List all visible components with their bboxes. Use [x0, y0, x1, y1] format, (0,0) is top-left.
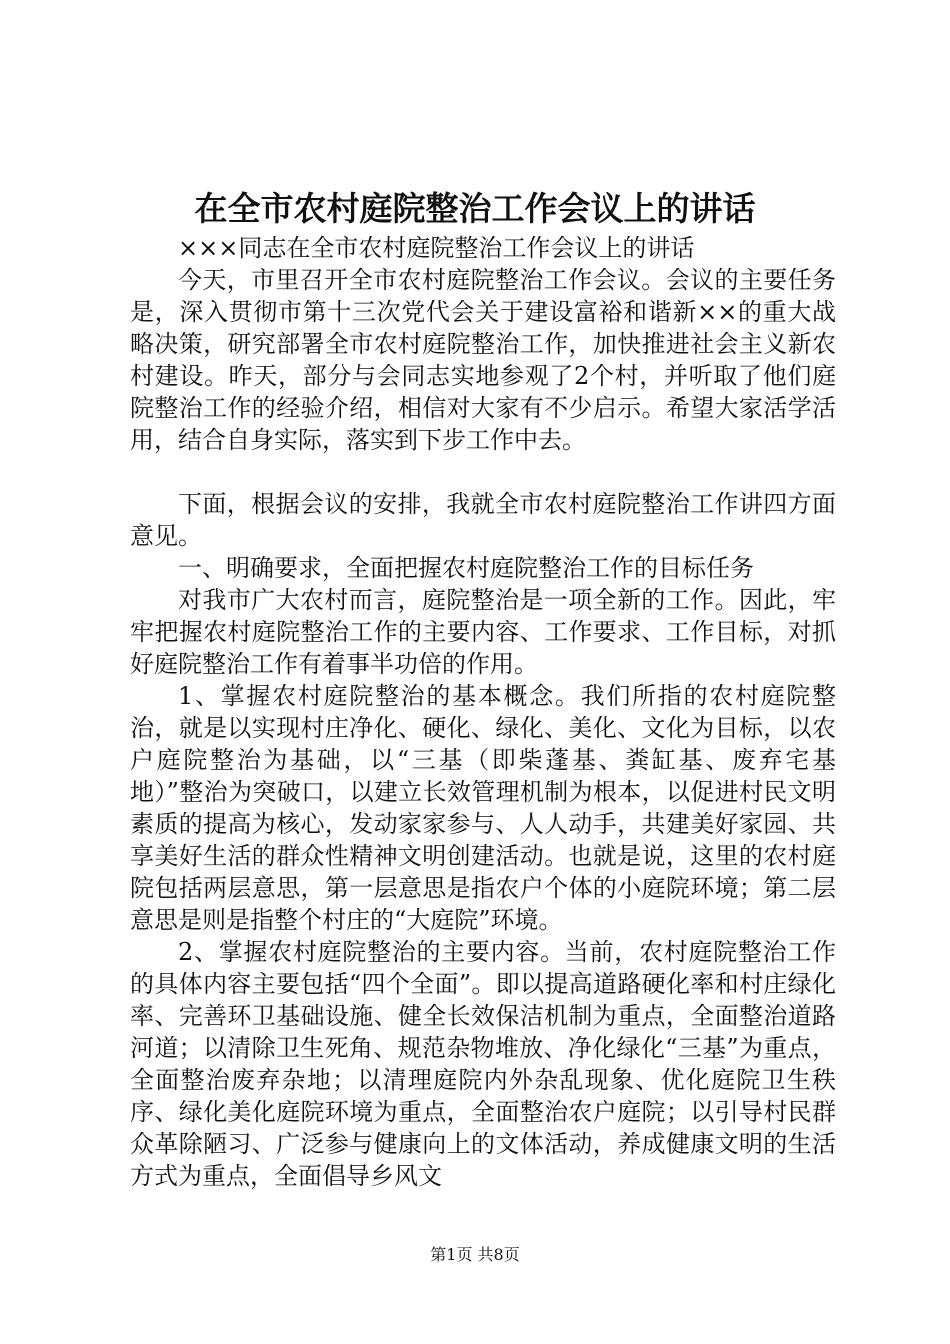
paragraph-point-1: 1、掌握农村庭院整治的基本概念。我们所指的农村庭院整治，就是以实现村庄净化、硬化、绿化、美化、文化为目标，以农户庭院整治为基础，以“三基（即柴蓬基、粪缸基、废弃宅基地）”整治为突破口，以建立长效管理机制为根本，以促进村民文明素质的提高为核心，发动家家参与、人人动手，共建美好家园、共享美好生活的群众性精神文明创建活动。也就是说，这里的农村庭院包括两层意思，第一层意思是指农户个体的小庭院环境；第二层意思是则是指整个村庄的“大庭院”环境。 [130, 682, 836, 934]
section-heading-1: 一、明确要求，全面把握农村庭院整治工作的目标任务 [178, 554, 754, 582]
document-title: 在全市农村庭院整治工作会议上的讲话 [194, 189, 756, 228]
page-footer: 第1页 共8页 [430, 1245, 520, 1264]
paragraph-speaker-line: ×××同志在全市农村庭院整治工作会议上的讲话 [178, 234, 695, 262]
paragraph-section-1-intro: 对我市广大农村而言，庭院整治是一项全新的工作。因此，牢牢把握农村庭院整治工作的主要内容、工作要求、工作目标，对抓好庭院整治工作有着事半功倍的作用。 [130, 586, 836, 678]
paragraph-intro: 今天，市里召开全市农村庭院整治工作会议。会议的主要任务是，深入贯彻市第十三次党代会关于建设富裕和谐新××的重大战略决策，研究部署全市农村庭院整治工作，加快推进社会主义新农村建设。昨天，部分与会同志实地参观了2个村，并听取了他们庭院整治工作的经验介绍，相信对大家有不少启示。希望大家活学活用，结合自身实际，落实到下步工作中去。 [130, 266, 836, 454]
paragraph-point-2: 2、掌握农村庭院整治的主要内容。当前，农村庭院整治工作的具体内容主要包括“四个全面”。即以提高道路硬化率和村庄绿化率、完善环卫基础设施、健全长效保洁机制为重点，全面整治道路河道；以清除卫生死角、规范杂物堆放、净化绿化“三基”为重点，全面整治废弃杂地；以清理庭院内外杂乱现象、优化庭院卫生秩序、绿化美化庭院环境为重点，全面整治农户庭院；以引导村民群众革除陋习、广泛参与健康向上的文体活动，养成健康文明的生活方式为重点，全面倡导乡风文 [130, 938, 836, 1190]
paragraph-outline: 下面，根据会议的安排，我就全市农村庭院整治工作讲四方面意见。 [130, 490, 836, 550]
document-body [130, 232, 836, 1192]
